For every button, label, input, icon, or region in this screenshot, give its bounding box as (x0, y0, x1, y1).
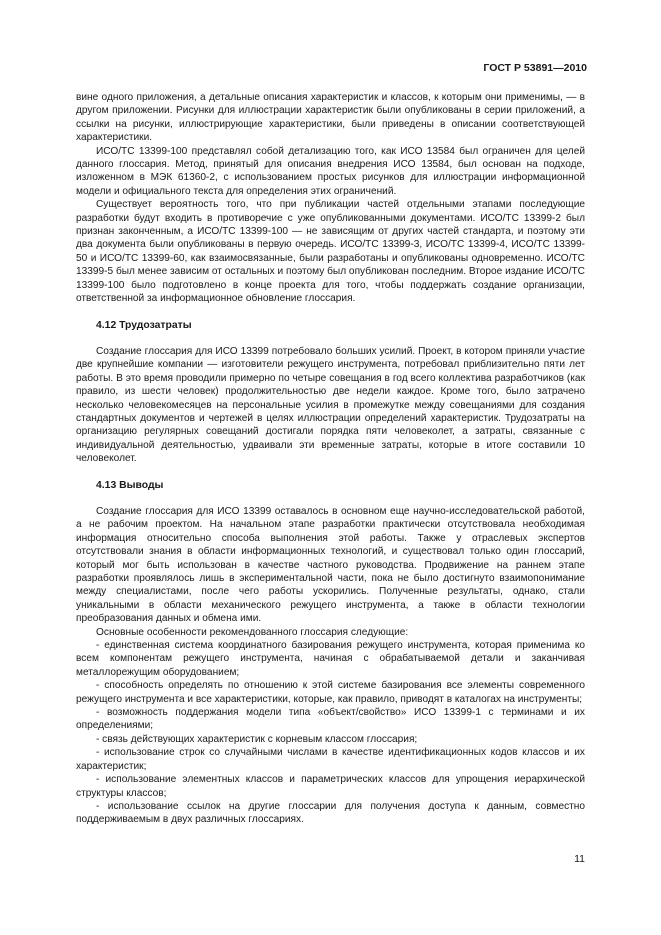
intro-paragraph-1: вине одного приложения, а детальные описания характеристик и классов, к которым они применимы, — в другом приложении. Рисунки для иллюстрации характеристик были опубликованы в серии приложений, а ссылки на рисунки, иллюстрирующие характеристики, были приведены в описании соответствующей характеристики. (76, 92, 585, 144)
page-body (76, 91, 585, 827)
section-4-13-paragraph-2: Основные особенности рекомендованного глоссария следующие: (96, 626, 409, 638)
list-item: - использование ссылок на другие глоссарии для получения доступа к данным, совместно поддерживаемым в двух различных глоссариях. (76, 800, 585, 826)
list-item: - использование элементных классов и параметрических классов для упрощения иерархической структуры классов; (76, 774, 585, 799)
section-4-12-title: 4.12 Трудозатраты (96, 319, 192, 331)
list-item: - возможность поддержания модели типа «объект/свойство» ИСО 13399-1 с терминами и их определениями; (76, 707, 585, 732)
list-item: - использование строк со случайными числами в качестве идентификационных кодов классов и их характеристик; (76, 747, 585, 772)
list-item: - способность определять по отношению к этой системе базирования все элементы современного режущего инструмента и все характеристики, которые, как правило, приводят в каталогах на инструменты; (76, 680, 585, 705)
intro-paragraph-3: Существует вероятность того, что при публикации частей отдельными этапами последующие разработки будут входить в противоречие с уже опубликованными документами. ИСО/ТС 13399-2 был признан законченным, а ИСО/ТС 13399-100 — не зависящим от других частей стандарта, и поэтому эти два документа были опубликованы в первую очередь. ИСО/ТС 13399-3, ИСО/ТС 13399-4, ИСО/ТС 13399-50 и ИСО/ТС 13399-60, как взаимосвязанные, были разработаны и опубликованы одновременно. ИСО/ТС 13399-5 был менее зависим от остальных и поэтому был опубликован последним. Второе издание ИСО/ТС 13399-100 было подготовлено в конце проекта для того, чтобы поддержать создание организации, ответственной за информационное обновление глоссария. (76, 199, 585, 305)
section-4-13-title: 4.13 Выводы (96, 479, 164, 491)
section-4-12-paragraph: Создание глоссария для ИСО 13399 потребовало больших усилий. Проект, в котором приняли участие две крупнейшие компании — изготовители режущего инструмента, потребовал приблизительно пяти лет работы. В это время проводили примерно по четыре совещания в год всего коллектива разработчиков (как правило, из шести человек) продолжительностью две недели каждое. Кроме того, было затрачено несколько человекомесяцев на персональные усилия в промежутке между совещаниями для создания стандартных документов и чертежей в целях иллюстрации определений характеристик. Трудозатраты на организацию регулярных совещаний достигали порядка пяти человеколет, а затраты, связанные с индивидуальной деятельностью, удваивали эти временные затраты, которые в итоге составили 10 человеколет. (76, 345, 585, 465)
section-4-13-paragraph-1: Создание глоссария для ИСО 13399 оставалось в основном еще научно-исследовательской работой, а не рабочим проектом. На начальном этапе разработки практически отсутствовала необходимая информация относительно способа выполнения этой работы. Также у отраслевых экспертов отсутствовали знания в области информационных технологий, и существовал только один глоссарий, который мог быть использован в качестве частного руководства. Продвижение на раннем этапе разработки проявлялось лишь в экспериментальной части, пока не было достигнуто взаимопонимание между специалистами, после чего работы ускорились. Полученные результаты, однако, стали уникальными в области механического режущего инструмента, а также в области технологии преобразования данных и обмена ими. (76, 505, 585, 625)
page-number: 11 (574, 853, 585, 865)
intro-paragraph-2: ИСО/ТС 13399-100 представлял собой детализацию того, как ИСО 13584 был ограничен для целей данного глоссария. Метод, принятый для описания внедрения ИСО 13584, был основан на подходе, изложенном в МЭК 61360-2, с использованием простых рисунков для иллюстрации информационной модели и официального текста для определения этих ограничений. (76, 145, 585, 197)
document-code-header: ГОСТ Р 53891—2010 (483, 62, 587, 74)
list-item: - связь действующих характеристик с корневым классом глоссария; (96, 733, 418, 745)
list-item: - единственная система координатного базирования режущего инструмента, которая применима ко всем компонентам режущего инструмента, начиная с обрабатываемой детали и заканчивая металлорежущим оборудованием; (76, 640, 585, 678)
